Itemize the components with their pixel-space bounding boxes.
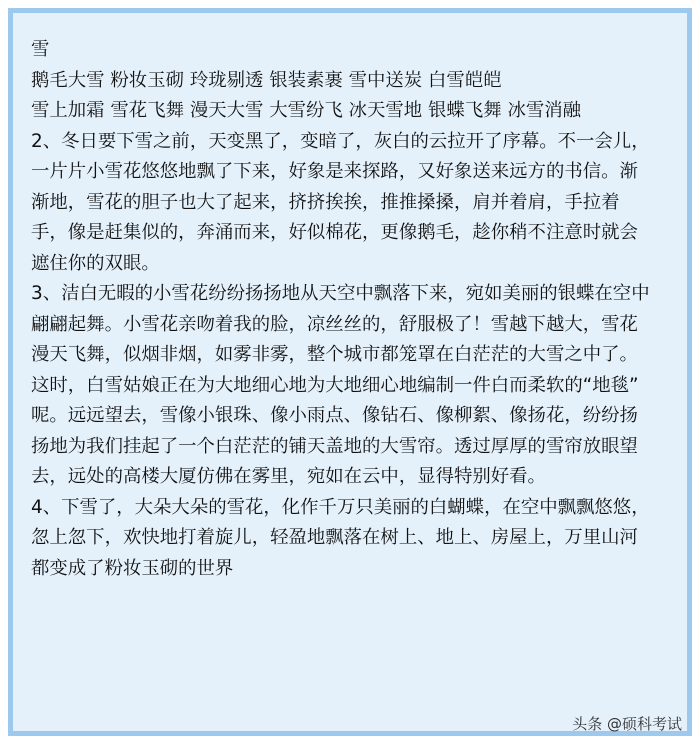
article-body (31, 35, 687, 584)
content-frame (8, 8, 692, 736)
paragraph-line: 这时，白雪姑娘正在为大地细心地为大地细心地编制一件白而柔软的“地毯” (31, 374, 639, 396)
paragraph-line: 去，远处的高楼大厦仿佛在雾里，宛如在云中，显得特别好看。 (31, 466, 546, 487)
idiom-line: 鹅毛大雪 粉妆玉砌 玲珑剔透 银装素裹 雪中送炭 白雪皑皑 (31, 69, 502, 91)
idiom-line: 雪上加霜 雪花飞舞 漫天大雪 大雪纷飞 冰天雪地 银蝶飞舞 冰雪消融 (31, 100, 582, 121)
paragraph-line: 渐地，雪花的胆子也大了起来，挤挤挨挨，推推搡搡，肩并着肩，手拉着 (31, 191, 620, 213)
paragraph-line: 2、冬日要下雪之前，天变黑了，变暗了，灰白的云拉开了序幕。不一会儿， (31, 130, 650, 152)
paragraph-line: 4、下雪了，大朵大朵的雪花，化作千万只美丽的白蝴蝶，在空中飘飘悠悠， (31, 496, 650, 518)
paragraph-line: 呢。远远望去，雪像小银珠、像小雨点、像钻石、像柳絮、像扬花，纷纷扬 (31, 405, 638, 426)
paragraph-line: 扬地为我们挂起了一个白茫茫的铺天盖地的大雪帘。透过厚厚的雪帘放眼望 (31, 435, 638, 457)
paragraph-line: 翩翩起舞。小雪花亲吻着我的脸，凉丝丝的，舒服极了！雪越下越大，雪花 (31, 313, 638, 335)
heading-snow: 雪 (31, 39, 50, 60)
paragraph-line: 都变成了粉妆玉砌的世界 (31, 557, 234, 579)
paragraph-line: 忽上忽下，欢快地打着旋儿，轻盈地飘落在树上、地上、房屋上，万里山河 (31, 527, 638, 548)
paragraph-line: 一片片小雪花悠悠地飘了下来，好象是来探路，又好象送来远方的书信。渐 (31, 161, 638, 182)
watermark-label: 头条 @硕科考试 (572, 715, 682, 733)
paragraph-line: 漫天飞舞，似烟非烟，如雾非雾，整个城市都笼罩在白茫茫的大雪之中了。 (31, 344, 638, 365)
paragraph-line: 3、洁白无暇的小雪花纷纷扬扬地从天空中飘落下来，宛如美丽的银蝶在空中 (31, 283, 650, 304)
paragraph-line: 手，像是赶集似的，奔涌而来，好似棉花，更像鹅毛，趁你稍不注意时就会 (31, 222, 638, 243)
paragraph-line: 遮住你的双眼。 (31, 252, 160, 274)
